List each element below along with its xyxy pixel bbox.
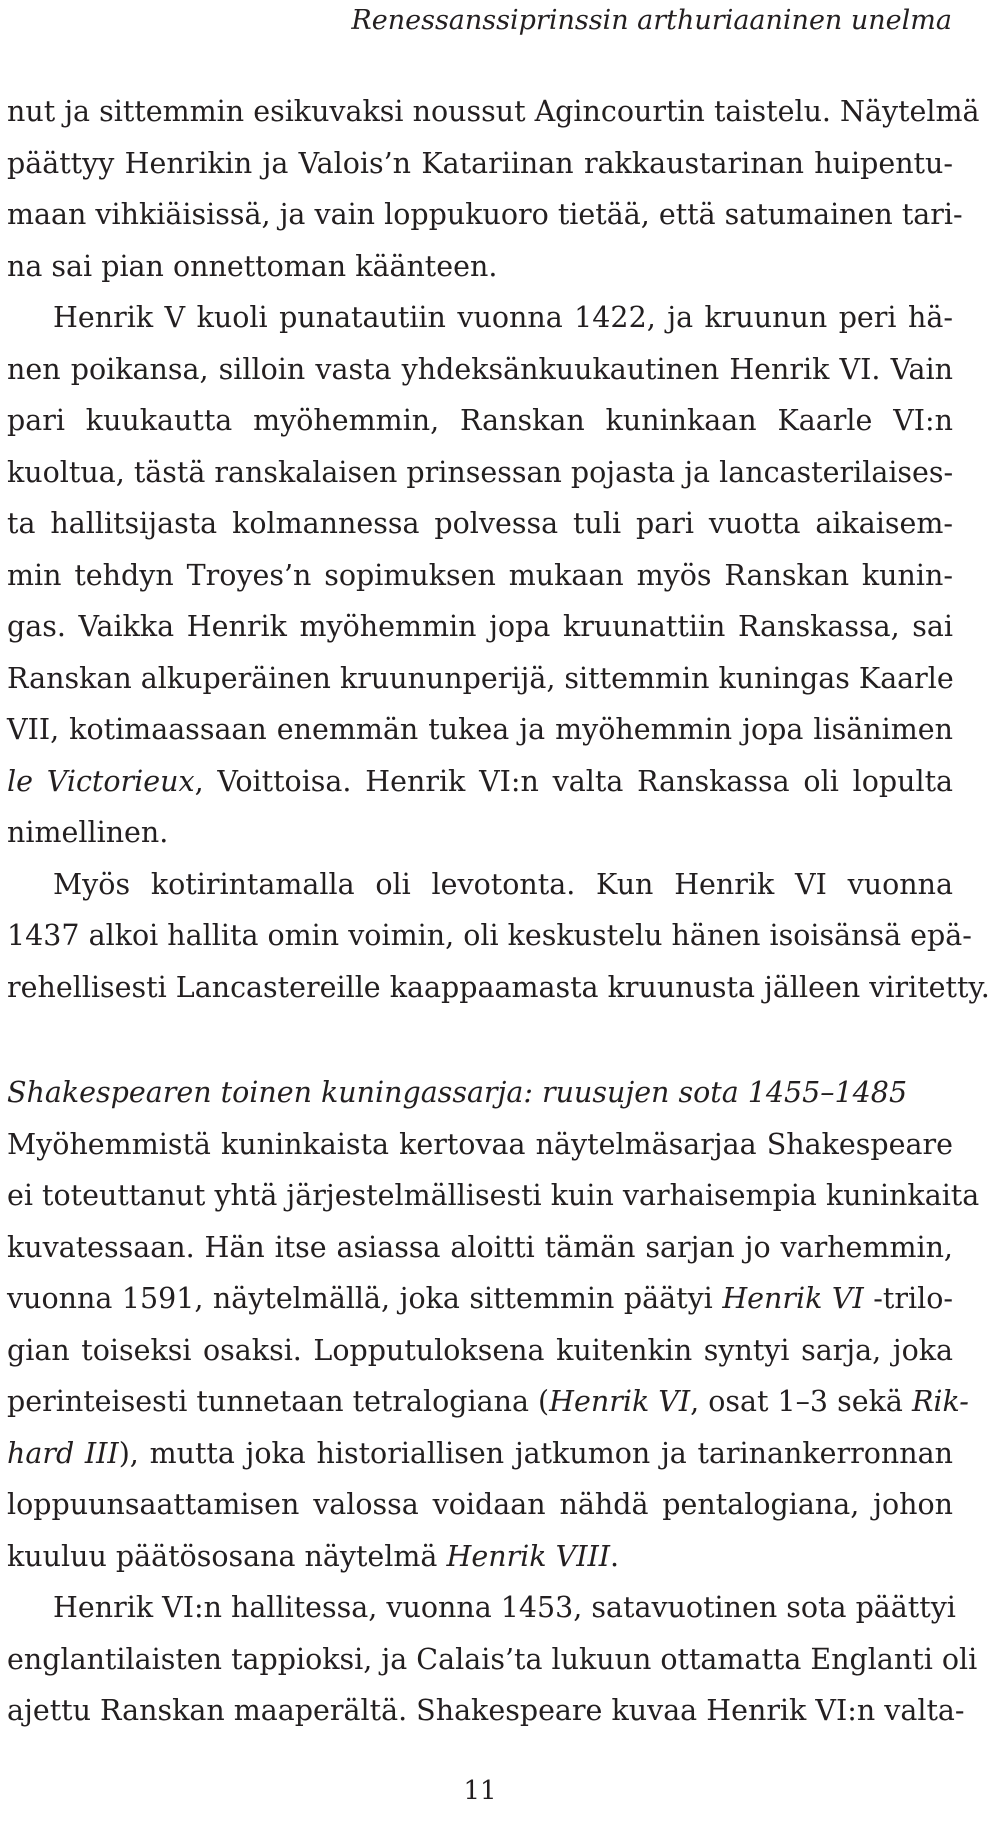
- text-line: min tehdyn Troyes’n sopimuksen mukaan myös Ranskan kunin-: [7, 558, 953, 592]
- text-line: gian toiseksi osaksi. Lopputuloksena kuitenkin syntyi sarja, joka: [7, 1333, 953, 1367]
- text-line-mixed: [7, 756, 953, 808]
- text-line: englantilaisten tappioksi, ja Calais’ta lukuun ottamatta Englanti oli: [7, 1642, 978, 1676]
- text-run: , Voittoisa. Henrik VI:n valta Ranskassa oli lopulta: [194, 764, 954, 798]
- text-line: kuoltua, tästä ranskalaisen prinsessan pojasta ja lancasterilaises-: [7, 455, 954, 489]
- text-line: VII, kotimaassaan enemmän tukea ja myöhemmin jopa lisänimen: [7, 713, 953, 746]
- text-line: Myös kotirintamalla oli levotonta. Kun Henrik VI vuonna: [53, 867, 953, 901]
- text-run: ), mutta joka historiallisen jatkumon ja tarinankerronnan: [118, 1436, 953, 1470]
- text-line: ta hallitsijasta kolmannessa polvessa tuli pari vuotta aikaisem-: [7, 507, 953, 540]
- italic-phrase: le Victorieux: [7, 764, 195, 798]
- paragraph: [7, 859, 990, 1014]
- text-line-mixed: [7, 1273, 953, 1325]
- page-body: [7, 86, 990, 1737]
- running-head: Renessanssiprinssin arthuriaaninen unelma: [351, 5, 952, 36]
- paragraph: [7, 86, 980, 292]
- paragraph: [7, 292, 953, 859]
- text-line-mixed: [7, 1376, 969, 1428]
- text-run: , osat 1–3 sekä: [690, 1385, 912, 1418]
- text-line: gas. Vaikka Henrik myöhemmin jopa kruunattiin Ranskassa, sai: [7, 610, 953, 643]
- text-run: .: [609, 1539, 620, 1573]
- section-heading: Shakespearen toinen kuningassarja: ruusujen sota 1455–1485: [7, 1076, 908, 1109]
- text-line: Henrik VI:n hallitessa, vuonna 1453, satavuotinen sota päättyi: [53, 1591, 956, 1624]
- text-line: 1437 alkoi hallita omin voimin, oli keskustelu hänen isoisänsä epä-: [7, 919, 972, 952]
- text-line: nimellinen.: [7, 816, 169, 849]
- text-line: pari kuukautta myöhemmin, Ranskan kuninkaan Kaarle VI:n: [7, 404, 953, 437]
- text-line: rehellisesti Lancastereille kaappaamasta kruunusta jälleen viritetty.: [7, 970, 990, 1004]
- text-run: perinteisesti tunnetaan tetralogiana (: [7, 1385, 550, 1418]
- section-gap: [7, 1013, 953, 1067]
- paragraph: [7, 1582, 978, 1737]
- text-line: nen poikansa, silloin vasta yhdeksänkuukautinen Henrik VI. Vain: [7, 352, 953, 386]
- text-line: Myöhemmistä kuninkaista kertovaa näytelmäsarjaa Shakespeare: [7, 1127, 953, 1161]
- italic-title: Rik-: [911, 1385, 969, 1418]
- text-line: ajettu Ranskan maaperältä. Shakespeare kuvaa Henrik VI:n valta-: [7, 1694, 965, 1727]
- text-line-mixed: [7, 1531, 953, 1583]
- italic-title: Henrik VI: [549, 1385, 691, 1418]
- text-line: ei toteuttanut yhtä järjestelmällisesti kuin varhaisempia kuninkaita: [7, 1179, 980, 1212]
- text-run: kuuluu päätösosana näytelmä: [7, 1539, 447, 1573]
- italic-title: Henrik VI: [722, 1282, 864, 1315]
- text-line: maan vihkiäisissä, ja vain loppukuoro tietää, että satumainen tari-: [7, 198, 963, 231]
- text-line: Henrik V kuoli punatautiin vuonna 1422, ja kruunun peri hä-: [53, 301, 953, 334]
- text-line: Ranskan alkuperäinen kruununperijä, sittemmin kuningas Kaarle: [7, 661, 954, 695]
- text-line: loppuunsaattamisen valossa voidaan nähdä pentalogiana, johon: [7, 1488, 953, 1521]
- section: [7, 1067, 980, 1582]
- text-line: kuvatessaan. Hän itse asiassa aloitti tämän sarjan jo varhemmin,: [7, 1230, 953, 1264]
- text-line: nut ja sittemmin esikuvaksi noussut Agincourtin taistelu. Näytelmä: [7, 95, 980, 128]
- italic-title: Henrik VIII: [446, 1539, 610, 1573]
- text-run: -trilo-: [863, 1282, 953, 1315]
- italic-title: hard III: [7, 1436, 119, 1470]
- text-run: vuonna 1591, näytelmällä, joka sittemmin päätyi: [7, 1282, 723, 1315]
- text-line: päättyy Henrikin ja Valois’n Katariinan rakkaustarinan huipentu-: [7, 146, 953, 180]
- page-number: 11: [463, 1776, 497, 1806]
- text-line-mixed: [7, 1428, 953, 1480]
- text-line: na sai pian onnettoman käänteen.: [7, 249, 498, 283]
